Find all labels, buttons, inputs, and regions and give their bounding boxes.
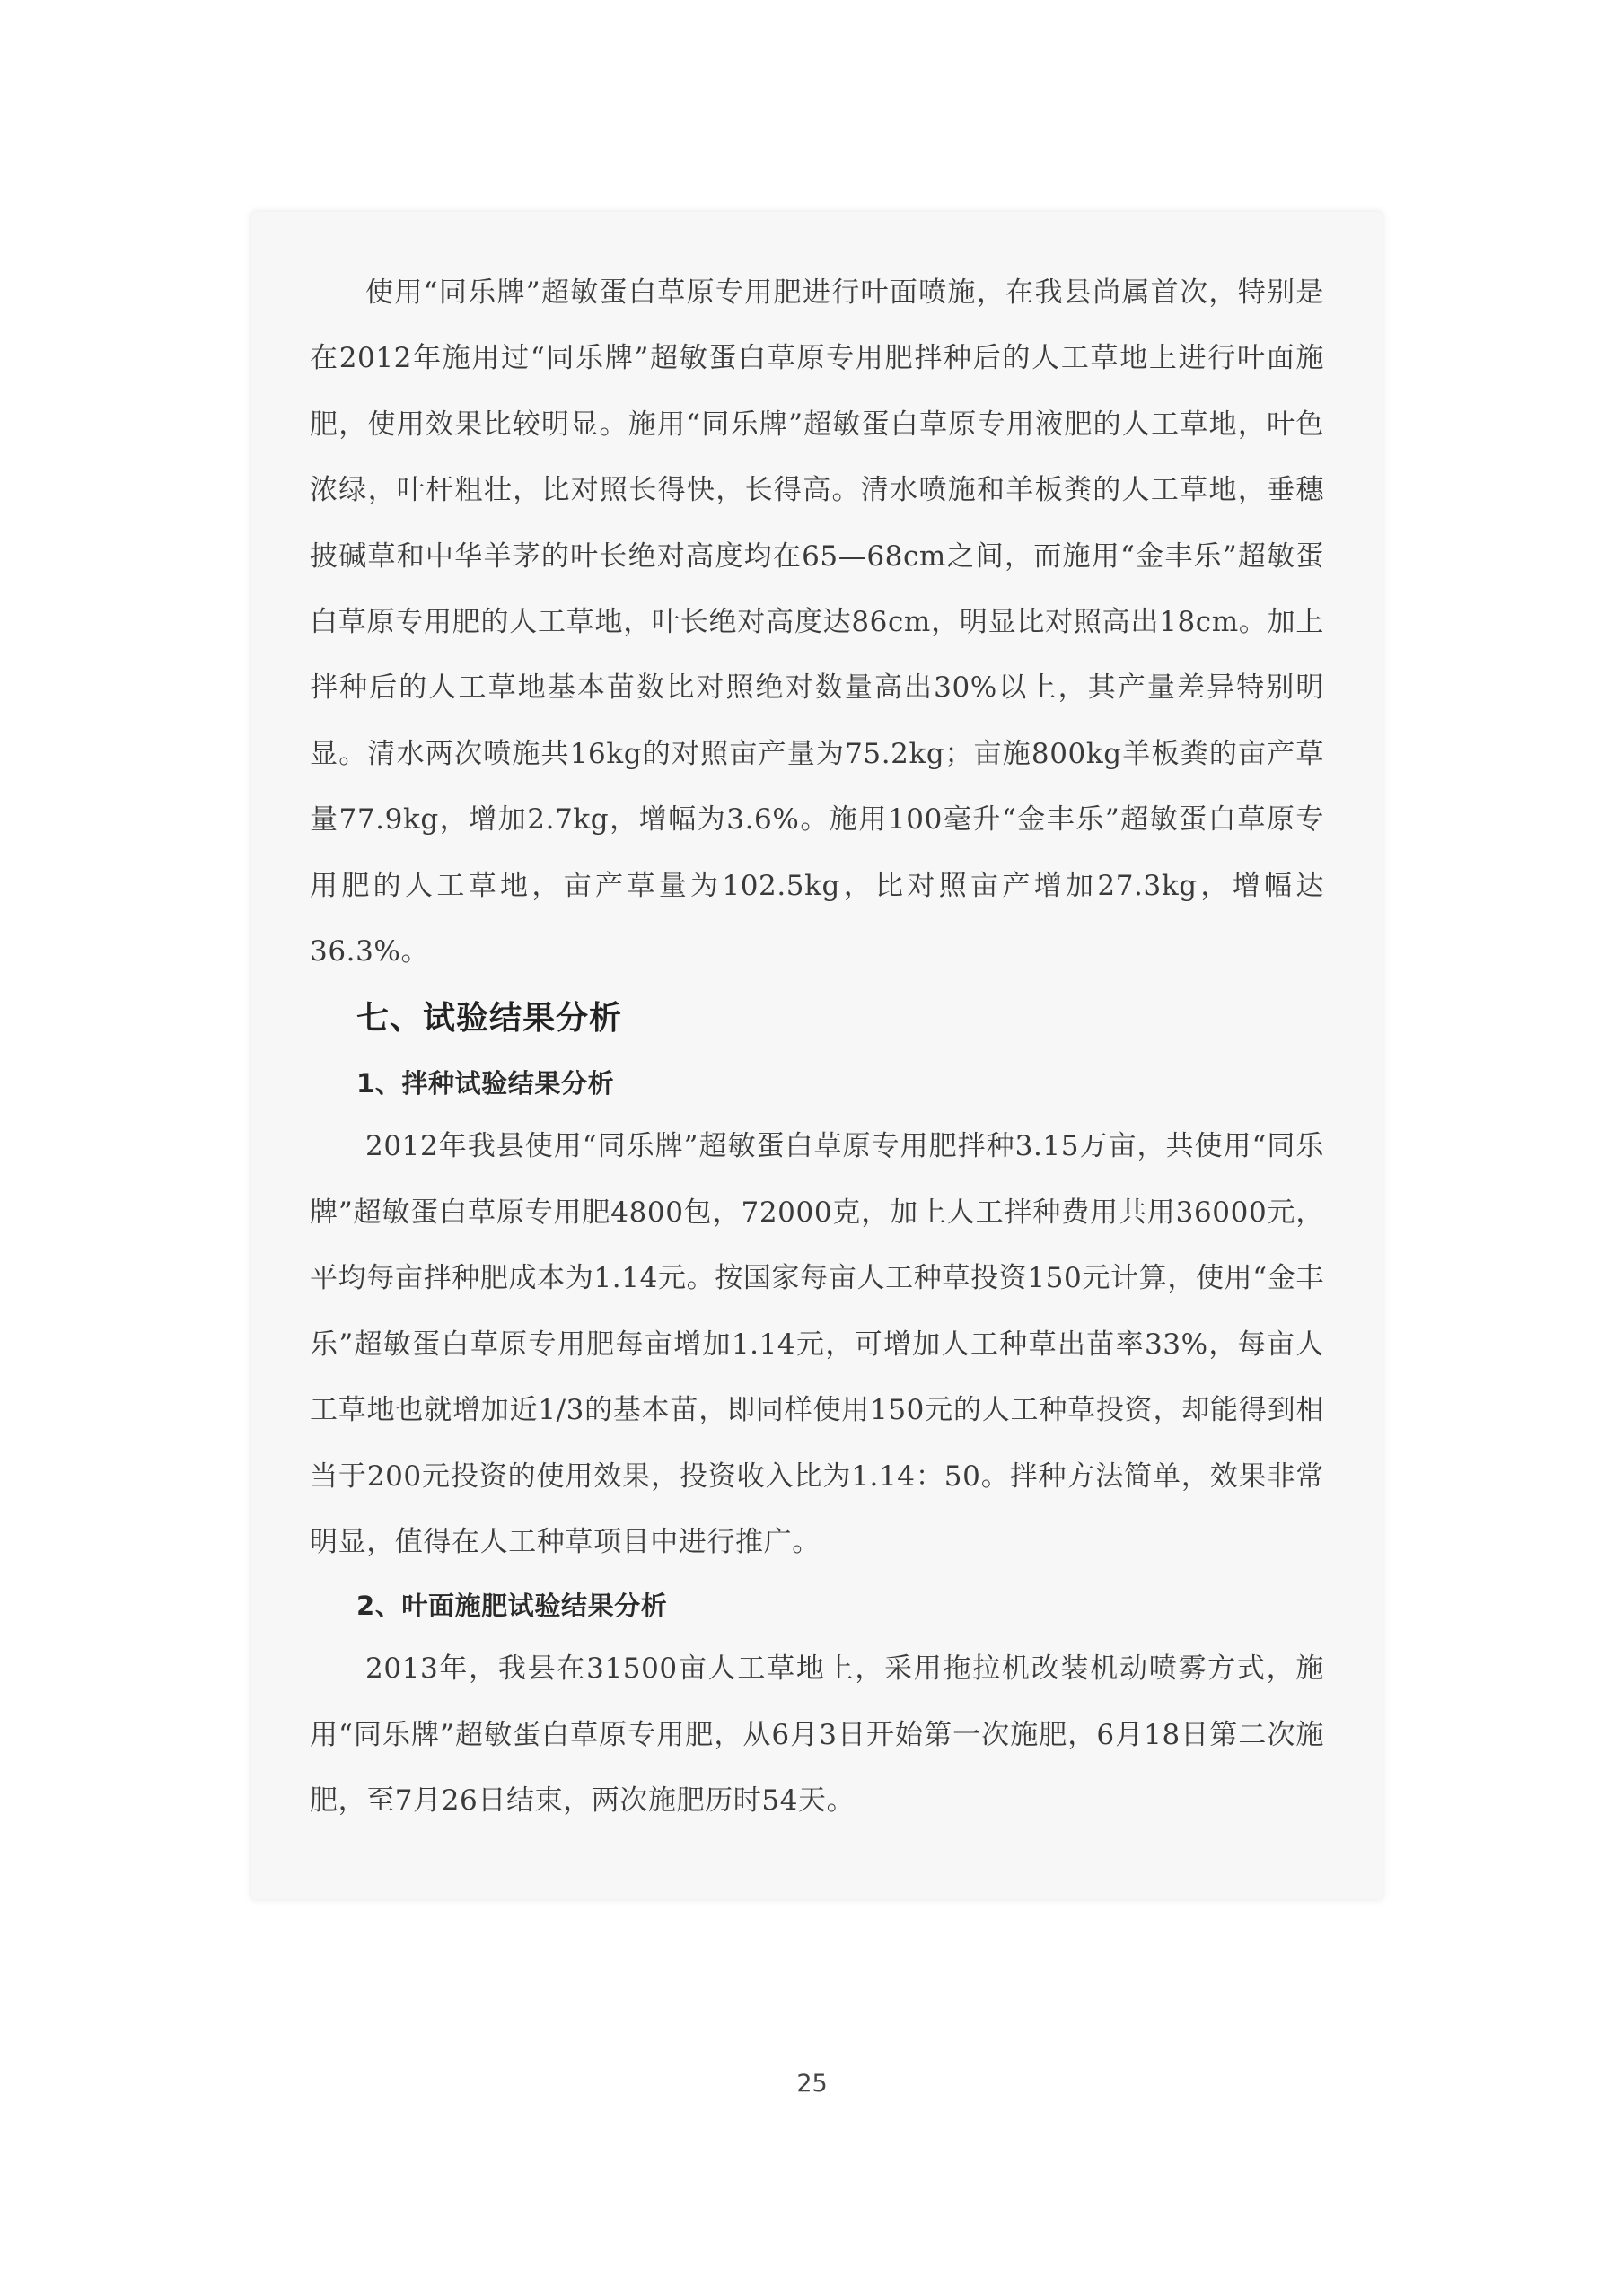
subheading-seed-dressing-analysis: 1、拌种试验结果分析 <box>356 1068 615 1100</box>
subheading-foliar-fertilization-analysis: 2、叶面施肥试验结果分析 <box>356 1591 668 1622</box>
paragraph-foliar-spray-results: 使用“同乐牌”超敏蛋白草原专用肥进行叶面喷施，在我县尚属首次，特别是在2012年施用过“同乐牌”超敏蛋白草原专用肥拌种后的人工草地上进行叶面施肥，使用效果比较明显。施用“同乐牌”超敏蛋白草原专用液肥的人工草地，叶色浓绿，叶杆粗壮，比对照长得快，长得高。清水喷施和羊板粪的人工草地，垂穗披碱草和中华羊茅的叶长绝对高度均在65—68cm之间，而施用“金丰乐”超敏蛋白草原专用肥的人工草地，叶长绝对高度达86cm，明显比对照高出18cm。加上拌种后的人工草地基本苗数比对照绝对数量高出30%以上，其产量差异特别明显。清水两次喷施共16kg的对照亩产量为75.2kg；亩施800kg羊板粪的亩产草量77.9kg，增加2.7kg，增幅为3.6%。施用100毫升“金丰乐”超敏蛋白草原专用肥的人工草地，亩产草量为102.5kg，比对照亩产增加27.3kg，增幅达36.3%。 <box>310 276 1324 968</box>
section-heading-test-result-analysis: 七、试验结果分析 <box>356 1000 623 1038</box>
page-number: 25 <box>796 2070 828 2098</box>
document-body <box>310 260 1324 1835</box>
paragraph-seed-dressing-analysis: 2012年我县使用“同乐牌”超敏蛋白草原专用肥拌种3.15万亩，共使用“同乐牌”超敏蛋白草原专用肥4800包，72000克，加上人工拌种费用共用36000元，平均每亩拌种肥成本为1.14元。按国家每亩人工种草投资150元计算，使用“金丰乐”超敏蛋白草原专用肥每亩增加1.14元，可增加人工种草出苗率33%，每亩人工草地也就增加近1/3的基本苗，即同样使用150元的人工种草投资，却能得到相当于200元投资的使用效果，投资收入比为1.14：50。拌种方法简单，效果非常明显，值得在人工种草项目中进行推广。 <box>310 1130 1324 1558</box>
paragraph-foliar-fertilization-analysis: 2013年，我县在31500亩人工草地上，采用拖拉机改装机动喷雾方式，施用“同乐牌”超敏蛋白草原专用肥，从6月3日开始第一次施肥，6月18日第二次施肥，至7月26日结束，两次施肥历时54天。 <box>310 1652 1324 1818</box>
